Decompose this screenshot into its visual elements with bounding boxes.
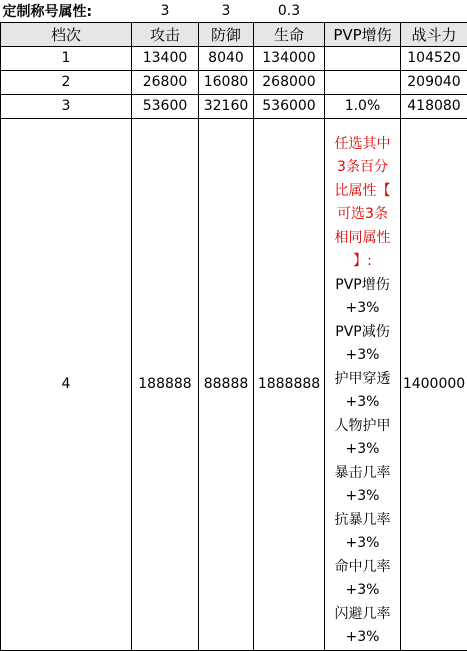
title-value-power[interactable] [401,0,467,22]
header-attack[interactable]: 攻击 [132,22,199,46]
cell-attack[interactable]: 53600 [132,94,199,118]
note-line: PVP增伤 [325,274,400,298]
note-line: 3条百分 [325,156,400,180]
note-line: +3% [325,438,400,462]
cell-defense[interactable]: 88888 [199,118,254,650]
note-line: PVP减伤 [325,321,400,345]
cell-tier[interactable]: 3 [1,94,132,118]
note-line: 护甲穿透 [325,368,400,392]
title-value-attack[interactable]: 3 [132,0,199,22]
cell-attack[interactable]: 188888 [132,118,199,650]
header-tier[interactable]: 档次 [1,22,132,46]
header-power[interactable]: 战斗力 [401,22,467,46]
note-line: +3% [325,297,400,321]
note-line: 】: [325,250,400,274]
cell-defense[interactable]: 16080 [199,70,254,94]
cell-pvp[interactable] [325,70,401,94]
note-line: +3% [325,626,400,650]
note-line: 相同属性 [325,227,400,251]
note-line: 抗暴几率 [325,509,400,533]
note-line: 任选其中 [325,133,400,157]
cell-power[interactable]: 1400000 [401,118,467,650]
cell-defense[interactable]: 8040 [199,46,254,70]
cell-pvp[interactable] [325,46,401,70]
note-line: 命中几率 [325,556,400,580]
table-row [1,94,467,118]
cell-attack[interactable]: 26800 [132,70,199,94]
note-line: +3% [325,344,400,368]
cell-pvp[interactable]: 1.0% [325,94,401,118]
cell-hp[interactable]: 268000 [254,70,325,94]
cell-tier[interactable]: 2 [1,70,132,94]
cell-power[interactable]: 418080 [401,94,467,118]
table-row [1,70,467,94]
note-line: 比属性【 [325,180,400,204]
cell-hp[interactable]: 536000 [254,94,325,118]
cell-defense[interactable]: 32160 [199,94,254,118]
cell-tier[interactable]: 4 [1,118,132,650]
header-defense[interactable]: 防御 [199,22,254,46]
note-line: +3% [325,579,400,603]
header-pvp[interactable]: PVP增伤 [325,22,401,46]
title-row [1,0,467,22]
note-line: 人物护甲 [325,415,400,439]
title-value-hp[interactable]: 0.3 [254,0,325,22]
title-value-pvp[interactable] [325,0,401,22]
note-red-block [325,133,400,274]
table-row [1,46,467,70]
cell-hp[interactable]: 1888888 [254,118,325,650]
note-line: +3% [325,485,400,509]
title-value-defense[interactable]: 3 [199,0,254,22]
cell-power[interactable]: 209040 [401,70,467,94]
header-row [1,22,467,46]
note-line: 闪避几率 [325,603,400,627]
note-line: +3% [325,532,400,556]
cell-hp[interactable]: 134000 [254,46,325,70]
note-line: +3% [325,391,400,415]
header-hp[interactable]: 生命 [254,22,325,46]
cell-tier[interactable]: 1 [1,46,132,70]
cell-power[interactable]: 104520 [401,46,467,70]
cell-attack[interactable]: 13400 [132,46,199,70]
title-label[interactable]: 定制称号属性: [1,0,132,22]
table-row-tier-4 [1,118,467,650]
note-line: 可选3条 [325,203,400,227]
note-line: 暴击几率 [325,462,400,486]
cell-pvp-note[interactable] [325,118,401,650]
note-black-block [325,274,400,650]
